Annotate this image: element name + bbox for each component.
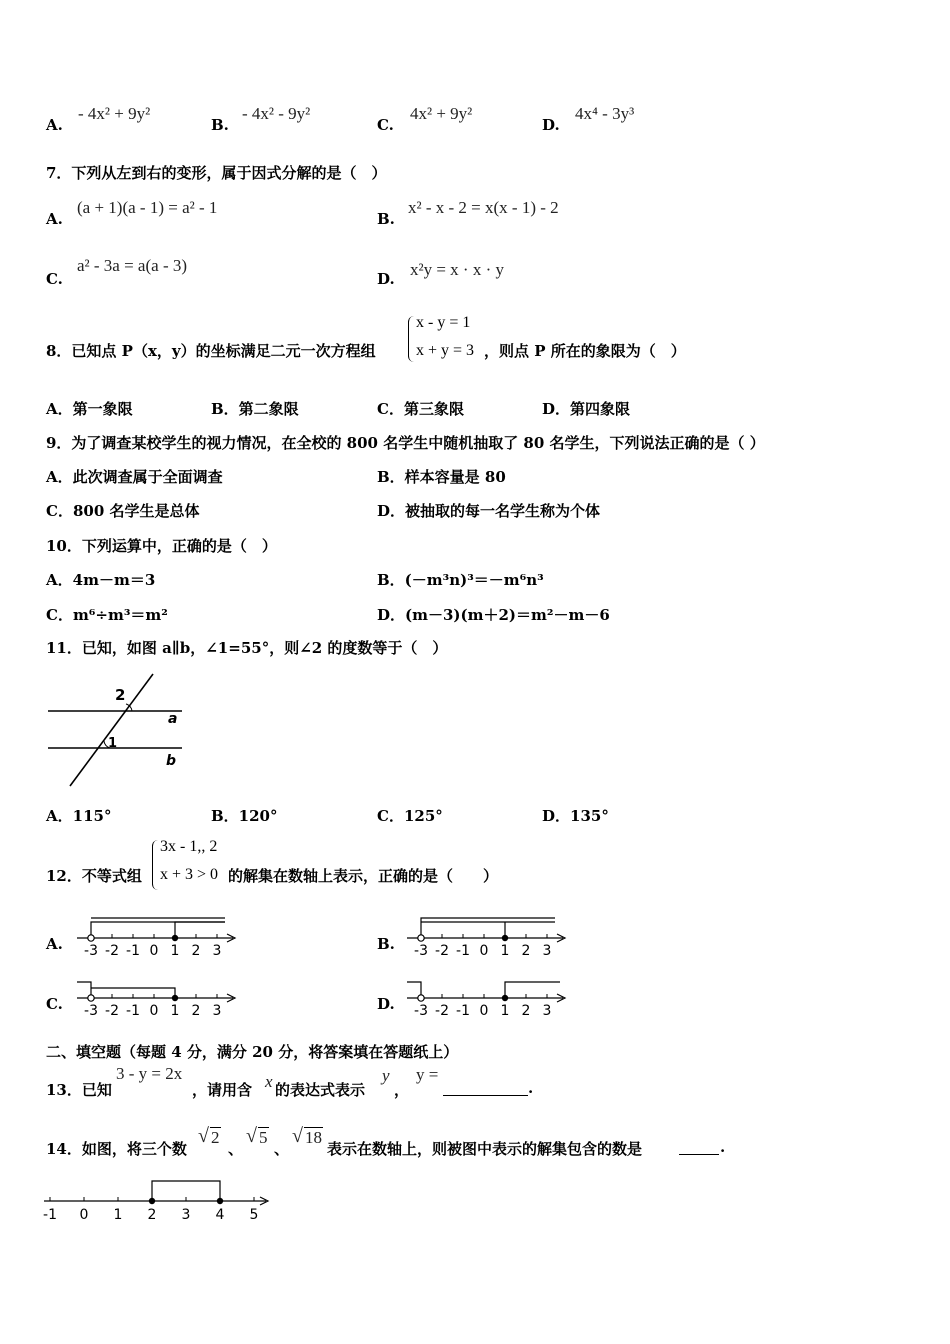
tick-label: -2 bbox=[435, 1003, 449, 1019]
q14-separator-1: 、 bbox=[228, 1140, 244, 1158]
tick-label: 2 bbox=[191, 943, 201, 959]
q8-system-brace bbox=[408, 316, 414, 362]
q13-end: . bbox=[528, 1079, 534, 1097]
q7-option-a-letter: A. bbox=[46, 210, 63, 228]
open-point-minus-3 bbox=[418, 935, 424, 941]
tick-label: 1 bbox=[113, 1207, 123, 1223]
q7-option-b-letter: B. bbox=[377, 210, 395, 228]
tick-label: 0 bbox=[149, 1003, 159, 1019]
tick-label: -3 bbox=[84, 1003, 98, 1019]
tick-label: 0 bbox=[79, 1207, 89, 1223]
q12-option-d-letter: D. bbox=[377, 995, 395, 1013]
q13-stem-before: 13．已知 bbox=[46, 1081, 112, 1099]
ray-right-from-minus-3 bbox=[421, 918, 555, 938]
q6-option-b-expr: - 4x² - 9y² bbox=[242, 104, 311, 123]
tick-label: 2 bbox=[521, 1003, 531, 1019]
tick-label: 4 bbox=[215, 1207, 225, 1223]
tick-label: -1 bbox=[43, 1207, 57, 1223]
tick-label: 0 bbox=[479, 943, 489, 959]
ray-right-from-minus-3 bbox=[91, 922, 225, 938]
q6-option-d-expr: 4x⁴ - 3y³ bbox=[575, 104, 635, 123]
q10-option-d: D．(m－3)(m＋2)＝m²－m－6 bbox=[377, 606, 610, 624]
q8-option-d: D．第四象限 bbox=[542, 400, 631, 418]
line-a-label: a bbox=[168, 711, 178, 727]
q8-option-a: A．第一象限 bbox=[46, 400, 133, 418]
tick-label: 1 bbox=[500, 1003, 510, 1019]
tick-label: 0 bbox=[479, 1003, 489, 1019]
q14-stem-before: 14．如图，将三个数 bbox=[46, 1140, 187, 1158]
open-point-minus-3 bbox=[88, 935, 94, 941]
tick-label: 1 bbox=[170, 1003, 180, 1019]
q6-option-a-expr: - 4x² + 9y² bbox=[78, 104, 151, 123]
tick-label: 3 bbox=[212, 943, 222, 959]
q12-stem-before: 12．不等式组 bbox=[46, 867, 142, 885]
q13-equation: 3 - y = 2x bbox=[116, 1064, 183, 1083]
q14-radical-1-sign: √ bbox=[198, 1125, 209, 1147]
ray-right-from-1 bbox=[505, 982, 560, 998]
q8-equation-1: x - y = 1 bbox=[416, 314, 471, 331]
closed-point-1 bbox=[172, 935, 178, 941]
tick-label: -1 bbox=[126, 943, 140, 959]
tick-label: 2 bbox=[521, 943, 531, 959]
tick-label: 3 bbox=[542, 1003, 552, 1019]
q7-option-b-expr: x² - x - 2 = x(x - 1) - 2 bbox=[408, 198, 559, 217]
q9-option-d: D．被抽取的每一名学生称为个体 bbox=[377, 502, 601, 520]
q9-option-c: C．800 名学生是总体 bbox=[46, 502, 200, 520]
q14-separator-2: 、 bbox=[274, 1140, 290, 1158]
tick-label: -3 bbox=[84, 943, 98, 959]
closed-point-1 bbox=[502, 995, 508, 1001]
tick-label: 2 bbox=[147, 1207, 157, 1223]
q12-option-c-letter: C. bbox=[46, 995, 63, 1013]
q7-stem: 7．下列从左到右的变形，属于因式分解的是（ ） bbox=[46, 164, 387, 182]
line-b-label: b bbox=[166, 753, 177, 769]
q14-answer-blank[interactable] bbox=[679, 1140, 719, 1155]
q9-stem: 9．为了调查某校学生的视力情况，在全校的 800 名学生中随机抽取了 80 名学生，下列说法正确的是（ ） bbox=[46, 434, 765, 452]
tick-label: 3 bbox=[542, 943, 552, 959]
q14-radical-2-sign: √ bbox=[246, 1125, 257, 1147]
q14-radical-3-sign: √ bbox=[292, 1125, 303, 1147]
q12-option-a-letter: A. bbox=[46, 935, 63, 953]
q11-option-a: A．115° bbox=[46, 807, 112, 825]
q13-var-x: x bbox=[265, 1072, 273, 1091]
tick-label: 3 bbox=[212, 1003, 222, 1019]
tick-label: 3 bbox=[181, 1207, 191, 1223]
angle-1-label: 1 bbox=[108, 736, 118, 751]
q6-option-b-letter: B. bbox=[211, 116, 229, 134]
q11-stem: 11．已知，如图 a∥b，∠1=55°，则∠2 的度数等于（ ） bbox=[46, 639, 448, 657]
q14-radicand-3: 18 bbox=[305, 1128, 322, 1147]
q12-option-c-number-line bbox=[75, 972, 240, 1020]
tick-label: 2 bbox=[191, 1003, 201, 1019]
q7-option-c-letter: C. bbox=[46, 270, 63, 288]
tick-label: -3 bbox=[414, 1003, 428, 1019]
q13-stem-mid: ，请用含 bbox=[192, 1081, 253, 1099]
tick-label: -1 bbox=[456, 943, 470, 959]
q12-option-d-number-line bbox=[405, 972, 570, 1020]
tick-label: -1 bbox=[126, 1003, 140, 1019]
q6-option-d-letter: D. bbox=[542, 116, 560, 134]
q11-option-b: B．120° bbox=[211, 807, 278, 825]
q7-option-d-letter: D. bbox=[377, 270, 395, 288]
q11-option-c: C．125° bbox=[377, 807, 443, 825]
closed-point-1 bbox=[172, 995, 178, 1001]
q12-stem-after: 的解集在数轴上表示，正确的是（ ） bbox=[228, 867, 499, 885]
q10-option-b: B．(－m³n)³＝－m⁶n³ bbox=[377, 571, 544, 589]
tick-label: -2 bbox=[105, 943, 119, 959]
open-point-minus-3 bbox=[418, 995, 424, 1001]
open-point-minus-3 bbox=[88, 995, 94, 1001]
tick-label: -1 bbox=[456, 1003, 470, 1019]
q13-answer-blank[interactable] bbox=[443, 1081, 528, 1096]
q12-inequality-2: x + 3 > 0 bbox=[160, 866, 219, 883]
q12-inequality-1: 3x - 1,, 2 bbox=[160, 838, 218, 855]
tick-label: 5 bbox=[249, 1207, 259, 1223]
q11-option-d: D．135° bbox=[542, 807, 609, 825]
q6-option-c-expr: 4x² + 9y² bbox=[410, 104, 473, 123]
q8-stem-before: 8．已知点 P（x，y）的坐标满足二元一次方程组 bbox=[46, 342, 376, 360]
closed-point-4 bbox=[217, 1198, 223, 1204]
q6-option-c-letter: C. bbox=[377, 116, 394, 134]
q12-option-b-number-line bbox=[405, 912, 570, 960]
q12-option-b-letter: B. bbox=[377, 935, 395, 953]
section-2-title: 二、填空题（每题 4 分，满分 20 分，将答案填在答题纸上） bbox=[46, 1043, 459, 1061]
tick-label: 1 bbox=[170, 943, 180, 959]
tick-label: 0 bbox=[149, 943, 159, 959]
q8-stem-after: ，则点 P 所在的象限为（ ） bbox=[484, 342, 686, 360]
q8-equation-2: x + y = 3 bbox=[416, 342, 475, 359]
closed-point-1 bbox=[502, 935, 508, 941]
q11-parallel-lines-figure bbox=[40, 668, 190, 793]
tick-label: -2 bbox=[105, 1003, 119, 1019]
q10-stem: 10．下列运算中，正确的是（ ） bbox=[46, 537, 277, 555]
q8-option-c: C．第三象限 bbox=[377, 400, 464, 418]
q14-stem-after: 表示在数轴上，则被图中表示的解集包含的数是 bbox=[327, 1140, 643, 1158]
q10-option-c: C．m⁶÷m³＝m² bbox=[46, 606, 168, 624]
q6-option-a-letter: A. bbox=[46, 116, 63, 134]
q9-option-b: B．样本容量是 80 bbox=[377, 468, 506, 486]
q14-radicand-1: 2 bbox=[211, 1128, 220, 1147]
q7-option-a-expr: (a + 1)(a - 1) = a² - 1 bbox=[77, 198, 218, 217]
closed-point-2 bbox=[149, 1198, 155, 1204]
tick-label: 1 bbox=[500, 943, 510, 959]
q12-option-a-number-line bbox=[75, 912, 240, 960]
q7-option-d-expr: x²y = x · x · y bbox=[410, 260, 505, 279]
q13-lhs: y = bbox=[416, 1065, 439, 1084]
tick-label: -2 bbox=[435, 943, 449, 959]
q8-option-b: B．第二象限 bbox=[211, 400, 299, 418]
q12-system-brace bbox=[152, 840, 158, 890]
q14-radicand-2: 5 bbox=[259, 1128, 268, 1147]
transversal-line bbox=[70, 674, 153, 786]
q13-stem-mid2: 的表达式表示 bbox=[275, 1081, 366, 1099]
q10-option-a: A．4m－m＝3 bbox=[46, 571, 156, 589]
q13-var-y: y bbox=[382, 1066, 390, 1085]
q7-option-c-expr: a² - 3a = a(a - 3) bbox=[77, 256, 188, 275]
q14-number-line bbox=[38, 1174, 278, 1224]
q14-end: . bbox=[720, 1138, 726, 1156]
q9-option-a: A．此次调查属于全面调查 bbox=[46, 468, 223, 486]
q13-comma: ， bbox=[394, 1081, 410, 1099]
angle-2-label: 2 bbox=[115, 686, 126, 704]
tick-label: -3 bbox=[414, 943, 428, 959]
